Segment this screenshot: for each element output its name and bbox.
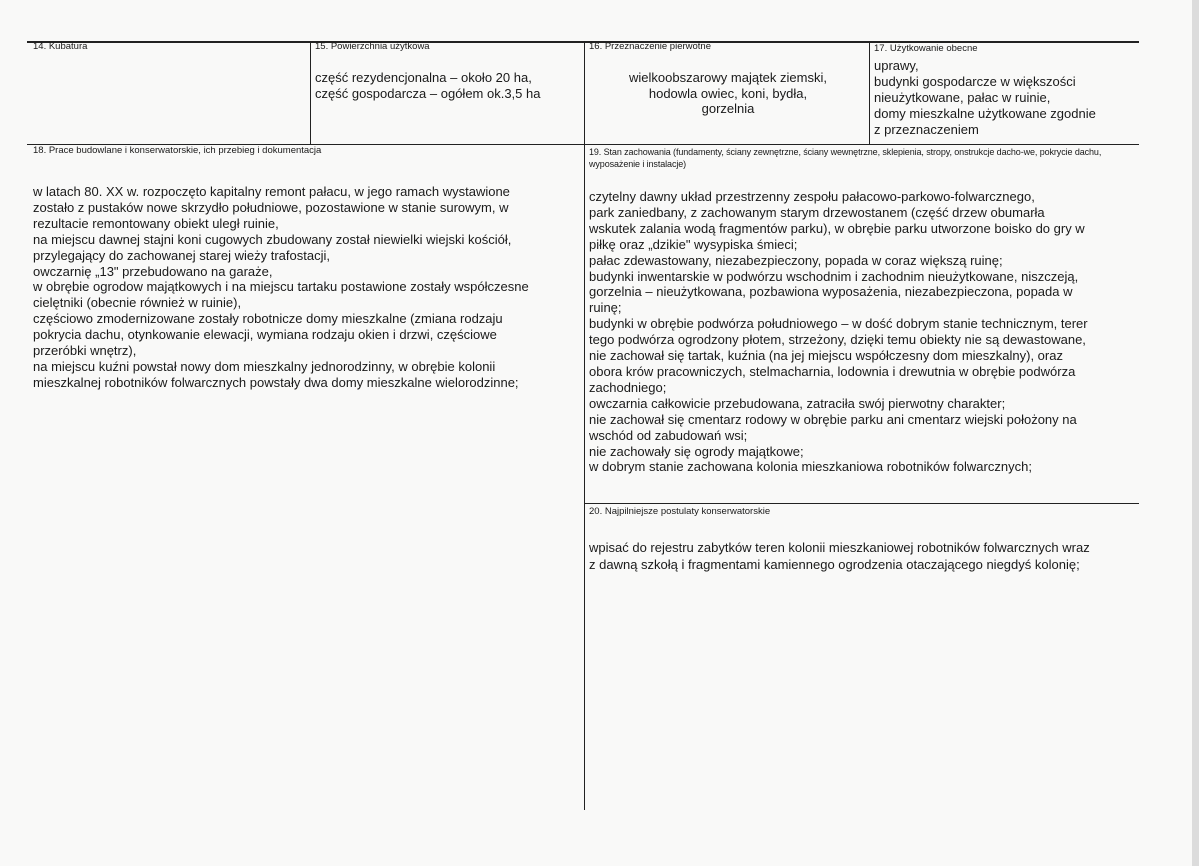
field-16-line: wielkoobszarowy majątek ziemski, [629,70,827,85]
field-19-line: gorzelnia – nieużytkowana, pozbawiona wyposażenia, niezabezpieczona, popada w [589,284,1073,300]
field-19-line: czytelny dawny układ przestrzenny zespołu pałacowo-parkowo-folwarcznego, [589,189,1035,204]
field-18-value [33,184,529,391]
field-15-label: 15. Powierzchnia użytkowa [315,41,430,52]
field-18-line: w latach 80. XX w. rozpoczęto kapitalny remont pałacu, w jego ramach wystawione [33,184,510,199]
field-20-value [589,539,1090,573]
field-19-line: tego podwórza ogrodzony płotem, strzeżony, dzięki temu obiekty nie są dewastowane, [589,332,1086,348]
field-18-line: przylegający do zachowanej starej wieży trafostacji, [33,247,330,263]
field-15-line: część rezydencjonalna – około 20 ha, [315,70,532,85]
field-18-line: na miejscu dawnej stajni koni cugowych zbudowany został niewielki wiejski kościół, [33,231,512,247]
field-16-line: gorzelnia [701,101,755,116]
field-19-line: obora krów pracowniczych, stelmacharnia, lodownia i drewutnia w obrębie podwórza [589,363,1076,379]
field-19-line: budynki w obrębie podwórza południowego – w dość dobrym stanie technicznym, terer [589,316,1088,332]
field-18-line: owczarnię „13" przebudowano na garaże, [33,263,273,279]
field-19-line: budynki inwentarskie w podwórzu wschodnim i zachodnim nieużytkowane, niszczeją, [589,268,1079,284]
field-19-line: piłkę oraz „dzikie" wysypiska śmieci; [589,236,798,252]
field-17-line: z przeznaczeniem [874,122,979,137]
field-18-line: częściowo zmodernizowane zostały robotnicze domy mieszkalne (zmiana rodzaju [33,311,503,327]
field-17-line: budynki gospodarcze w większości [874,74,1076,89]
field-17-label: 17. Użytkowanie obecne [874,43,978,54]
field-16-label: 16. Przeznaczenie pierwotne [589,41,711,52]
field-19-line: wschód od zabudowań wsi; [589,427,748,443]
field-17-line: nieużytkowane, pałac w ruinie, [874,90,1051,105]
field-18-line: na miejscu kuźni powstał nowy dom mieszkalny jednorodzinny, w obrębie kolonii [33,358,496,374]
field-17-line: domy mieszkalne użytkowane zgodnie [874,106,1096,121]
field-19-line: zachodniego; [589,379,667,395]
field-18-line: mieszkalnej robotników folwarcznych powstały dwa domy mieszkalne wielorodzinne; [33,374,519,390]
field-19-line: wskutek zalania wodą fragmentów parku), w obrębie parku utworzone boisko do gry w [589,220,1085,236]
field-19-line: pałac zdewastowany, niezabezpieczony, popada w coraz większą ruinę; [589,252,1003,268]
field-15-line: część gospodarcza – ogółem ok.3,5 ha [315,85,541,101]
field-18-line: zostało z pustaków nowe skrzydło południowe, pozostawione w stanie surowym, w [33,199,509,215]
field-18-line: rezultacie remontowany obiekt uległ ruinie, [33,215,279,231]
field-17-value [874,58,1096,138]
field-19-value [589,189,1088,475]
rule-divider-15-16 [310,41,311,144]
field-19-label: 19. Stan zachowania (fundamenty, ściany zewnętrzne, ściany wewnętrzne, sklepienia, stropy, onstrukcje dacho-we, pokrycie dachu, wyposażenie i instalacje) [589,147,1102,169]
field-18-line: w obrębie ogrodow majątkowych i na miejscu tartaku postawione zostały współczesne [33,279,529,295]
rule-center-divider [584,41,585,810]
field-14-label: 14. Kubatura [33,41,88,52]
field-15-value [315,70,540,101]
field-17-line: uprawy, [874,58,919,73]
field-16-line: hodowla owiec, koni, bydła, [648,85,808,101]
field-20-label: 20. Najpilniejsze postulaty konserwatorskie [589,506,771,517]
field-18-line: cielętniki (obecnie również w ruinie), [33,295,242,311]
field-16-value [589,70,867,117]
field-19-line: ruinę; [589,300,622,316]
field-19-line: owczarnia całkowicie przebudowana, zatraciła swój pierwotny charakter; [589,395,1006,411]
field-19-line: nie zachował się tartak, kuźnia (na jej miejscu współczesny dom mieszkalny), oraz [589,348,1063,364]
field-20-line: wpisać do rejestru zabytków teren kolonii mieszkaniowej robotników folwarcznych wraz [589,540,1090,555]
field-18-line: przeróbki wnętrz), [33,343,137,359]
field-18-line: pokrycia dachu, otynkowanie elewacji, wymiana rodzaju okien i drzwi, częściowe [33,327,497,343]
field-20-line: z dawną szkołą i fragmentami kamiennego ogrodzenia otaczającego niegdyś kolonię; [589,557,1080,572]
field-18-label: 18. Prace budowlane i konserwatorskie, ich przebieg i dokumentacja [33,145,322,156]
rule-above-field-20 [584,503,1139,504]
field-19-line: nie zachowały się ogrody majątkowe; [589,443,804,459]
field-19-line: w dobrym stanie zachowana kolonia mieszkaniowa robotników folwarcznych; [589,459,1032,475]
field-19-line: nie zachował się cmentarz rodowy w obrębie parku ani cmentarz wiejski położony na [589,411,1077,427]
scanned-page-edge [1192,0,1199,866]
field-19-line: park zaniedbany, z zachowanym starym drzewostanem (część drzew obumarła [589,204,1045,220]
rule-divider-16-17 [869,41,870,144]
